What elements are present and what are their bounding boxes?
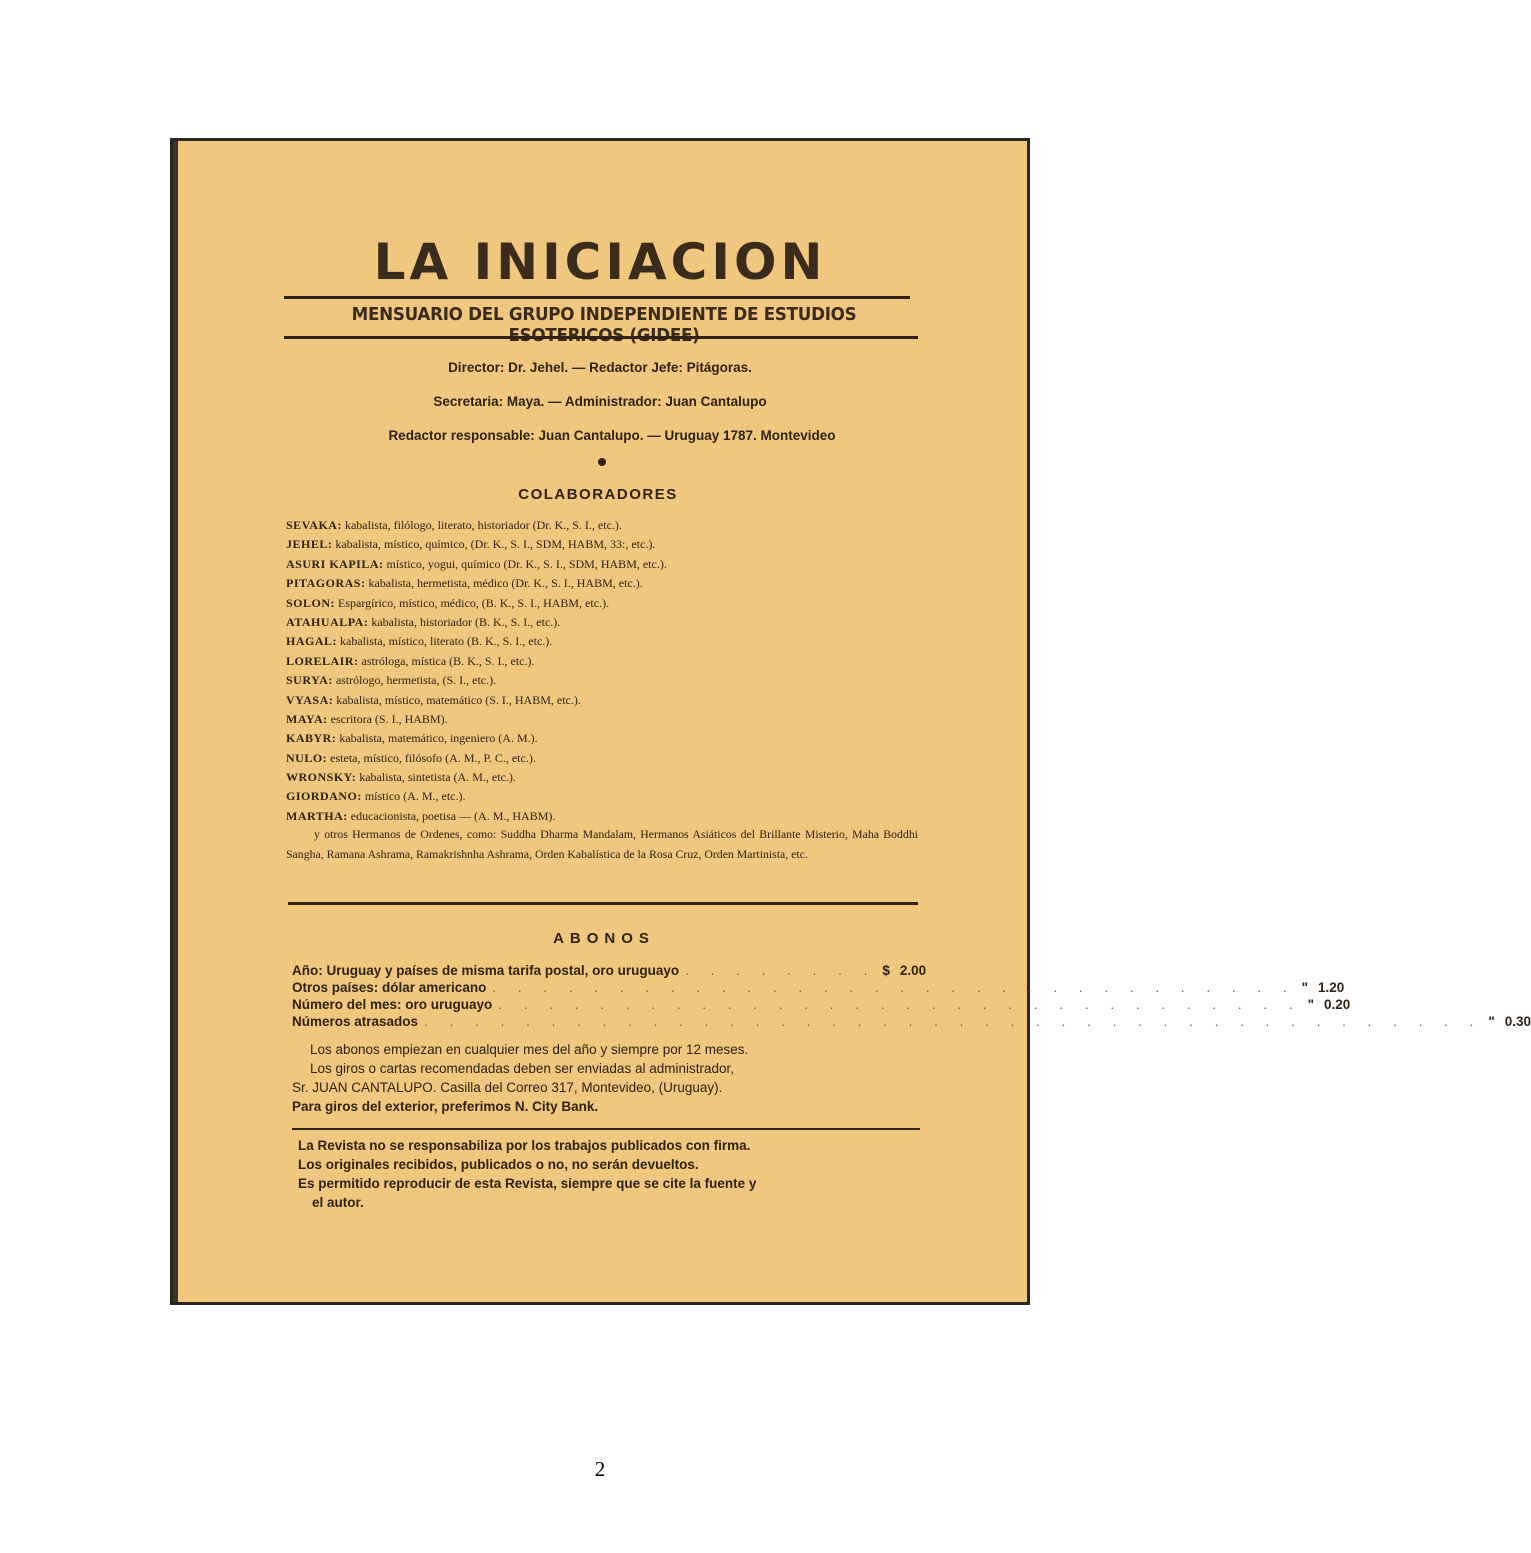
collaborator-entry (286, 555, 926, 574)
collaborator-desc: kabalista, místico, químico, (Dr. K., S. I., SDM, HABM, 33:, etc.). (335, 537, 656, 552)
collaborator-entry (286, 632, 926, 651)
price-row (292, 962, 927, 979)
note-line: Los giros o cartas recomendadas deben ser enviadas al administrador, (310, 1061, 734, 1076)
disclaimer-line: Los originales recibidos, publicados o no, no serán devueltos. (298, 1157, 699, 1172)
price-value: 2.00 (899, 963, 927, 978)
price-row (292, 979, 1345, 996)
price-prefix: " (1301, 980, 1309, 995)
collaborators-list (286, 516, 926, 826)
collaborator-entry (286, 652, 926, 671)
price-value: 0.20 (1323, 997, 1351, 1012)
collaborator-desc: místico, yogui, químico (Dr. K., S. I., SDM, HABM, etc.). (386, 556, 667, 571)
collaborator-name: PITAGORAS: (286, 576, 366, 591)
collaborator-name: ASURI KAPILA: (286, 556, 384, 571)
collaborator-name: SEVAKA: (286, 518, 342, 532)
collaborator-entry (286, 594, 926, 613)
subscription-price-table (292, 962, 1531, 1030)
price-label: Otros países: dólar americano (292, 980, 487, 995)
collaborator-desc: escritora (S. I., HABM). (330, 711, 448, 726)
collaborator-entry (286, 613, 926, 632)
collaborators-heading: COLABORADORES (518, 486, 678, 503)
disclaimer-line: el autor. (312, 1195, 364, 1210)
magazine-subtitle: MENSUARIO DEL GRUPO INDEPENDIENTE DE ESTUDIOS (351, 304, 857, 325)
collaborator-name: VYASA: (286, 692, 334, 707)
collaborator-desc: kabalista, sintetista (A. M., etc.). (359, 770, 516, 785)
staff-line-responsible: Redactor responsable: Juan Cantalupo. — Uruguay 1787. Montevideo (388, 428, 836, 443)
dot-leader: . . . . . . . . . . . . . . . . . . . . . . . . . . . . . . . . (492, 980, 1296, 995)
collaborator-desc: kabalista, hermetista, médico (Dr. K., S. I., HABM, etc.). (368, 576, 643, 591)
staff-line-director: Director: Dr. Jehel. — Redactor Jefe: Pitágoras. (448, 360, 752, 375)
title-rule-bottom (284, 336, 918, 339)
abonos-heading: ABONOS (553, 930, 655, 947)
price-value: 0.30 (1504, 1014, 1531, 1029)
disclaimer-line: Es permitido reproducir de esta Revista, siempre que se cite la fuente y (298, 1176, 757, 1191)
dot-leader: . . . . . . . . . . . . . . . . . . . . . . . . . . . . . . . . (498, 997, 1302, 1012)
collaborator-desc: kabalista, místico, literato (B. K., S. I., etc.). (340, 634, 553, 649)
price-value: 1.20 (1318, 980, 1345, 995)
collaborator-name: GIORDANO: (286, 789, 362, 804)
collaborator-name: LORELAIR: (286, 653, 359, 668)
price-prefix: " (1307, 997, 1314, 1012)
scanned-page (170, 138, 1531, 1305)
staff-line-secretary: Secretaria: Maya. — Administrador: Juan Cantalupo (433, 394, 767, 409)
collaborator-desc: místico (A. M., etc.). (364, 789, 466, 804)
collaborator-entry (286, 729, 926, 748)
collaborator-name: KABYR: (286, 731, 337, 746)
page-number: 2 (594, 1457, 606, 1481)
collaborator-entry (286, 710, 926, 729)
collaborator-name: MAYA: (286, 711, 328, 726)
dot-leader: . . . . . . . . . . . . . . . . . . . . . . . . . . . . . . . . . . . . . . . . . . (424, 1014, 1483, 1029)
collaborator-entry (286, 787, 926, 806)
editorial-disclaimer (298, 1136, 918, 1212)
collaborator-name: HAGAL: (286, 634, 337, 649)
note-line: Para giros del exterior, preferimos N. City Bank. (292, 1099, 599, 1114)
collaborator-desc: astróloga, mística (B. K., S. I., etc.). (361, 653, 535, 668)
price-prefix: " (1488, 1014, 1495, 1029)
collaborator-name: WRONSKY: (286, 770, 357, 785)
collaborator-name: ATAHUALPA: (286, 614, 369, 629)
title-rule-top (284, 296, 910, 299)
collaborator-name: NULO: (286, 750, 328, 765)
other-orders-paragraph (286, 824, 918, 864)
collaborator-desc: Espargírico, místico, médico, (B. K., S. I., HABM, etc.). (338, 595, 610, 610)
note-line: Sr. JUAN CANTALUPO. Casilla del Correo 317, Montevideo, (Uruguay). (292, 1080, 723, 1095)
collaborator-entry (286, 768, 926, 787)
subscription-notes (292, 1040, 920, 1116)
collaborator-name: SURYA: (286, 673, 333, 688)
collaborator-name: MARTHA: (286, 808, 348, 823)
collaborator-desc: educacionista, poetisa — (A. M., HABM). (350, 808, 556, 823)
collaborator-desc: kabalista, historiador (B. K., S. I., etc.). (371, 614, 561, 629)
collaborator-desc: kabalista, místico, matemático (S. I., HABM, etc.). (336, 692, 581, 707)
collaborator-desc: esteta, místico, filósofo (A. M., P. C., etc.). (330, 750, 536, 765)
collaborator-entry (286, 535, 926, 554)
collaborator-entry (286, 574, 926, 593)
collaborator-name: SOLON: (286, 595, 336, 610)
price-label: Números atrasados (292, 1014, 419, 1029)
price-row (292, 1013, 1531, 1030)
collaborator-desc: kabalista, filólogo, literato, historiador (Dr. K., S. I., etc.). (344, 518, 622, 532)
note-line: Los abonos empiezan en cualquier mes del año y siempre por 12 meses. (310, 1042, 749, 1057)
abonos-rule-top (288, 902, 918, 905)
price-label: Año: Uruguay y países de misma tarifa postal, oro uruguayo (292, 963, 680, 978)
collaborator-entry (286, 749, 926, 768)
magazine-title: LA INICIACION (373, 233, 827, 291)
price-row (292, 996, 1351, 1013)
collaborator-entry (286, 691, 926, 710)
price-label: Número del mes: oro uruguayo (292, 997, 493, 1012)
collaborator-desc: astrólogo, hermetista, (S. I., etc.). (335, 673, 497, 688)
collaborator-entry (286, 671, 926, 690)
separator-bullet (598, 458, 606, 466)
collaborator-name: JEHEL: (286, 537, 333, 552)
price-prefix: $ (882, 963, 890, 978)
footer-rule (292, 1128, 920, 1130)
disclaimer-line: La Revista no se responsabiliza por los trabajos publicados con firma. (298, 1138, 751, 1153)
collaborator-desc: kabalista, matemático, ingeniero (A. M.). (339, 731, 538, 746)
other-orders-text: y otros Hermanos de Ordenes, como: Suddha Dharma Mandalam, Hermanos Asiáticos del Brillante Misterio, Maha Boddhi Sangha, Ramana Ashrama, Ramakrishnha Ashrama, Orden Kabalística de la Rosa Cruz, Orden Martinista, etc. (286, 827, 918, 861)
dot-leader: . . . . . . . . (685, 963, 877, 978)
collaborator-entry (286, 516, 926, 535)
